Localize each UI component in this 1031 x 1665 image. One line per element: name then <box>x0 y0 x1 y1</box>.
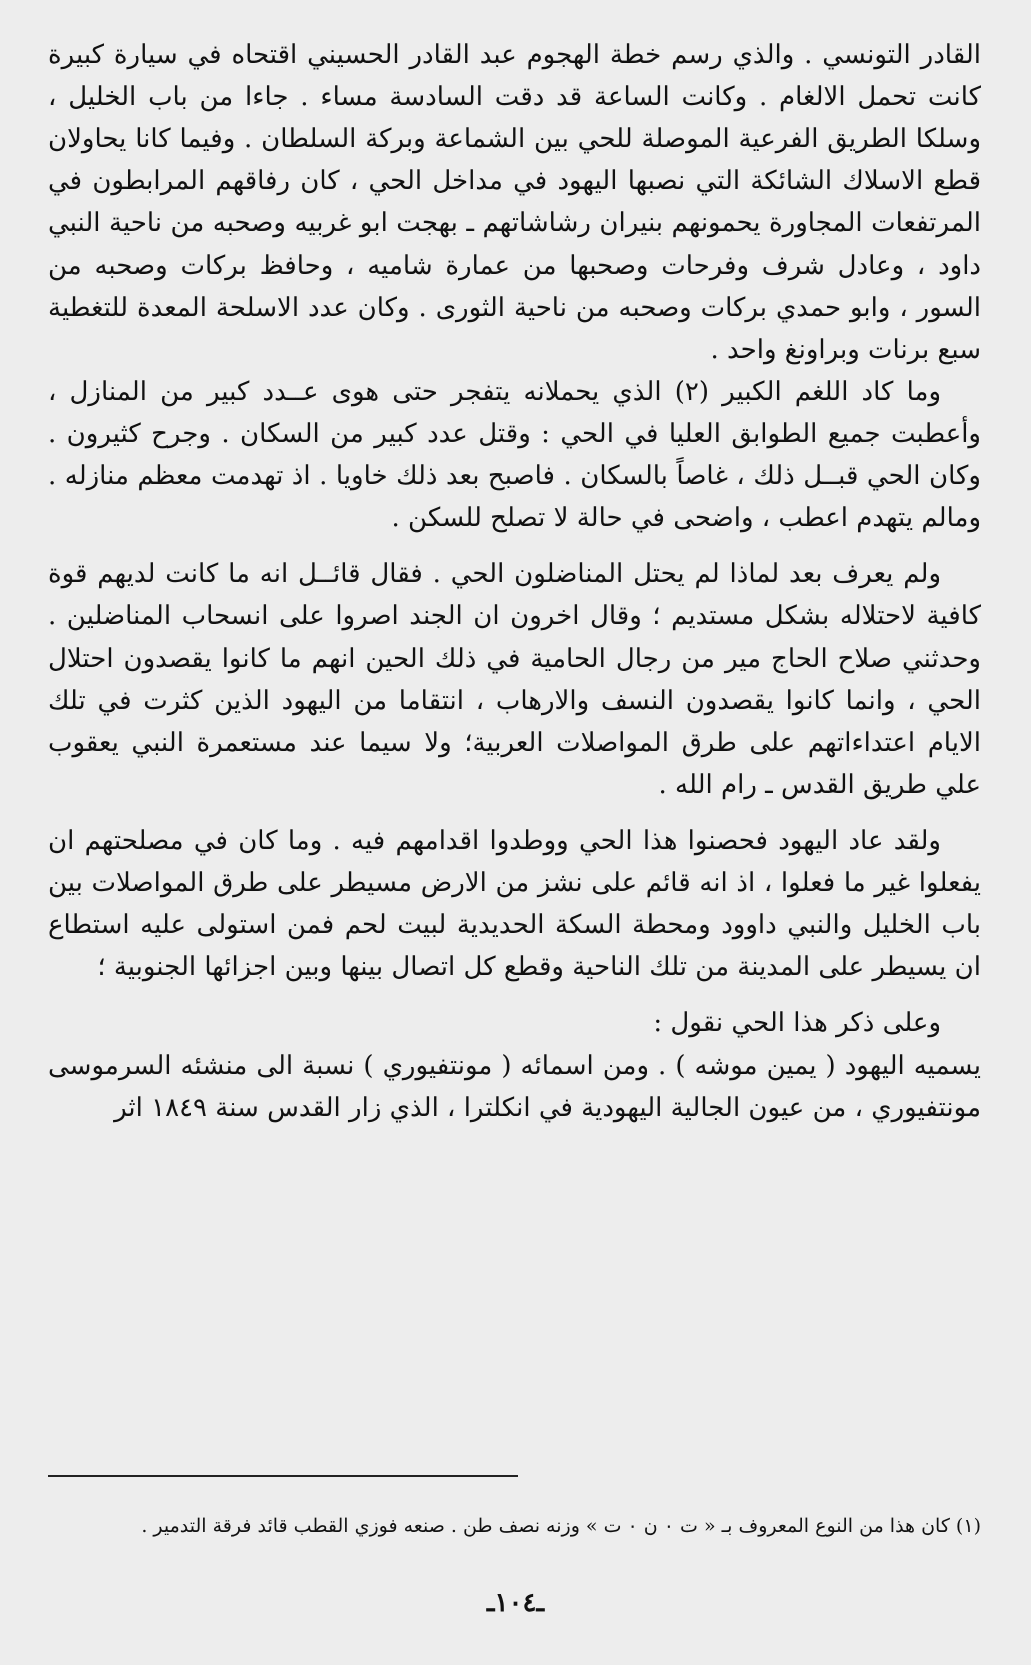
paragraph-6: يسميه اليهود ( يمين موشه ) . ومن اسمائه ( مونتفيوري ) نسبة الى منشئه السرموسى مونتفيوري ، من عيون الجالية اليهودية في انكلترا ، الذي زار القدس سنة ١٨٤٩ اثر <box>48 1050 981 1123</box>
main-text <box>48 34 981 1129</box>
page-number: ـ١٠٤ـ <box>486 1588 545 1618</box>
paragraph-1: القادر التونسي . والذي رسم خطة الهجوم عبد القادر الحسيني اقتحاه في سيارة كبيرة كانت تحمل الالغام . وكانت الساعة قد دقت السادسة مساء . جاءا من باب الخليل ، وسلكا الطريق الفرعية الموصلة للحي بين الشماعة وبركة السلطان . وفيما كانا يحاولان قطع الاسلاك الشائكة التي نصبها اليهود في مداخل الحي ، كان رفاقهم المرابطون في المرتفعات المجاورة يحمونهم بنيران رشاشاتهم ـ بهجت ابو غربيه وصحبه من ناحية النبي داود ، وعادل شرف وفرحات وصحبها من عمارة شاميه ، وحافظ بركات وصحبه من السور ، وابو حمدي بركات وصحبه من ناحية الثورى . وكان عدد الاسلحة المعدة للتغطية سبع برنات وبراونغ واحد . <box>48 40 981 365</box>
footnote: (١) كان هذا من النوع المعروف بـ « ت ٠ ن ٠ ت » وزنه نصف طن . صنعه فوزي القطب قائد فرقة التدمير . <box>141 1515 981 1537</box>
paragraph-5: وعلى ذكر هذا الحي نقول : <box>653 1008 941 1039</box>
paragraph-3: ولم يعرف بعد لماذا لم يحتل المناضلون الحي . فقال قائــل انه ما كانت لديهم قوة كافية لاحتلاله بشكل مستديم ؛ وقال اخرون ان الجند اصروا على انسحاب المناضلين . وحدثني صلاح الحاج مير من رجال الحامية في ذلك الحين انهم ما كانوا يقصدون احتلال الحي ، وانما كانوا يقصدون النسف والارهاب ، انتقاما من اليهود الذين كثرت في تلك الايام اعتداءاتهم على طرق المواصلات العربية؛ ولا سيما عند مستعمرة النبي يعقوب علي طريق القدس ـ رام الله . <box>48 559 981 800</box>
paragraph-2: وما كاد اللغم الكبير (٢) الذي يحملانه يتفجر حتى هوى عــدد كبير من المنازل ، وأعطبت جميع الطوابق العليا في الحي : وقتل عدد كبير من السكان . وجرح كثيرون . وكان الحي قبــل ذلك ، غاصاً بالسكان . فاصبح بعد ذلك خاويا . اذ تهدمت معظم منازله . ومالم يتهدم اعطب ، واضحى في حالة لا تصلح للسكن . <box>48 376 981 534</box>
footnote-divider <box>48 1475 518 1477</box>
paragraph-4: ولقد عاد اليهود فحصنوا هذا الحي ووطدوا اقدامهم فيه . وما كان في مصلحتهم ان يفعلوا غير ما فعلوا ، اذ انه قائم على نشز من الارض مسيطر على طرق المواصلات بين باب الخليل والنبي داوود ومحطة السكة الحديدية لبيت لحم فمن استولى عليه استطاع ان يسيطر على المدينة من تلك الناحية وقطع كل اتصال بينها وبين اجزائها الجنوبية ؛ <box>48 825 981 983</box>
